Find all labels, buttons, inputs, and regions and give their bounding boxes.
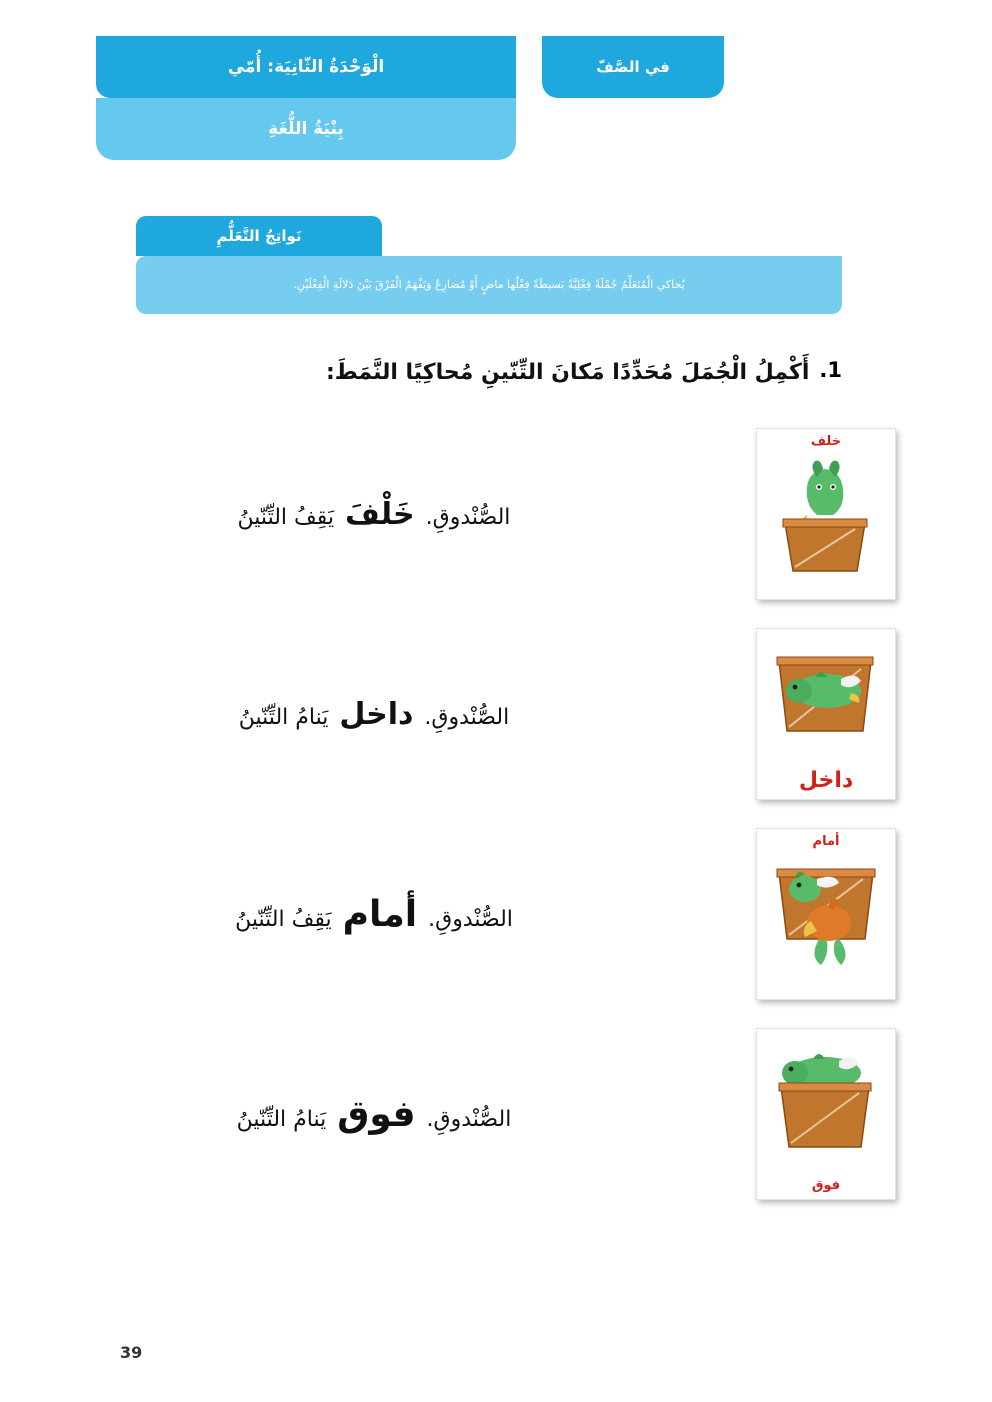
sentence-4 bbox=[52, 1094, 756, 1135]
sentence-before: يَقِفُ التِّنّينُ bbox=[237, 504, 335, 530]
grade-tab: في الصَّفّ bbox=[542, 36, 724, 98]
page-header bbox=[0, 18, 992, 178]
unit-subtitle: بِنْيَةُ اللُّغَةِ bbox=[96, 98, 516, 160]
card-word: أمام bbox=[812, 834, 840, 849]
sentence-2 bbox=[52, 697, 756, 732]
sentence-1 bbox=[52, 497, 756, 532]
card-word: داخل bbox=[798, 768, 854, 793]
dragon-front-box-icon bbox=[755, 849, 895, 989]
exercise-row bbox=[0, 814, 992, 1014]
card-illustration bbox=[757, 849, 895, 993]
sentence-fill: أمام bbox=[342, 893, 418, 935]
question-text: أَكْمِلُ الْجُمَلَ مُحَدِّدًا مَكانَ التِّنّينِ مُحاكِيًا النَّمَطَ: bbox=[326, 360, 810, 385]
sentence-fill: فوق bbox=[337, 1093, 416, 1135]
card-illustration bbox=[757, 635, 895, 769]
sentence-3 bbox=[52, 894, 756, 935]
sentence-before: يَنامُ التِّنّينُ bbox=[238, 704, 329, 730]
sentence-after: الصُّنْدوقِ. bbox=[426, 1106, 512, 1132]
question-1 bbox=[52, 356, 842, 389]
sentence-fill: خَلْفَ bbox=[345, 496, 415, 532]
card-word: فوق bbox=[811, 1177, 841, 1193]
picture-card-amam bbox=[756, 828, 896, 1000]
card-word: خلف bbox=[810, 434, 842, 449]
dragon-behind-box-icon bbox=[755, 449, 895, 589]
picture-card-dakhel bbox=[756, 628, 896, 800]
picture-card-khalf bbox=[756, 428, 896, 600]
sentence-after: الصُّنْدوقِ. bbox=[425, 504, 511, 530]
page-number: 39 bbox=[120, 1343, 143, 1362]
dragon-inside-box-icon bbox=[755, 635, 895, 765]
dragon-above-box-icon bbox=[755, 1035, 895, 1165]
card-illustration bbox=[757, 449, 895, 593]
sentence-before: يَقِفُ التِّنّينُ bbox=[235, 906, 332, 932]
sentence-before: يَنامُ التِّنّينُ bbox=[236, 1106, 327, 1132]
exercise-row bbox=[0, 414, 992, 614]
card-illustration bbox=[757, 1035, 895, 1179]
sentence-after: الصُّنْدوقِ. bbox=[428, 906, 513, 932]
exercise-list bbox=[0, 414, 992, 1214]
exercise-row bbox=[0, 614, 992, 814]
picture-card-fawq bbox=[756, 1028, 896, 1200]
unit-title: الْوَحْدَةُ الثّانِيَة: أُمّي bbox=[96, 36, 516, 98]
outcomes-tab-label: نَواتِجُ التَّعَلُّمِ bbox=[136, 216, 382, 256]
question-number: 1. bbox=[819, 358, 842, 382]
sentence-after: الصُّنْدوقِ. bbox=[424, 704, 510, 730]
learning-outcomes bbox=[136, 216, 842, 314]
outcomes-text: يُحاكي الْمُتَعَلِّمُ جُمْلَةً فِعْلِيَّةً بَسيطَةً فِعْلُها ماضٍ أَوْ مُضارِعٌ وَيَفْهَمُ الْفَرْقَ بَيْنَ دَلالَةِ الْفِعْلَيْنِ. bbox=[136, 256, 842, 314]
unit-block bbox=[96, 36, 516, 160]
sentence-fill: داخل bbox=[339, 696, 414, 732]
exercise-row bbox=[0, 1014, 992, 1214]
